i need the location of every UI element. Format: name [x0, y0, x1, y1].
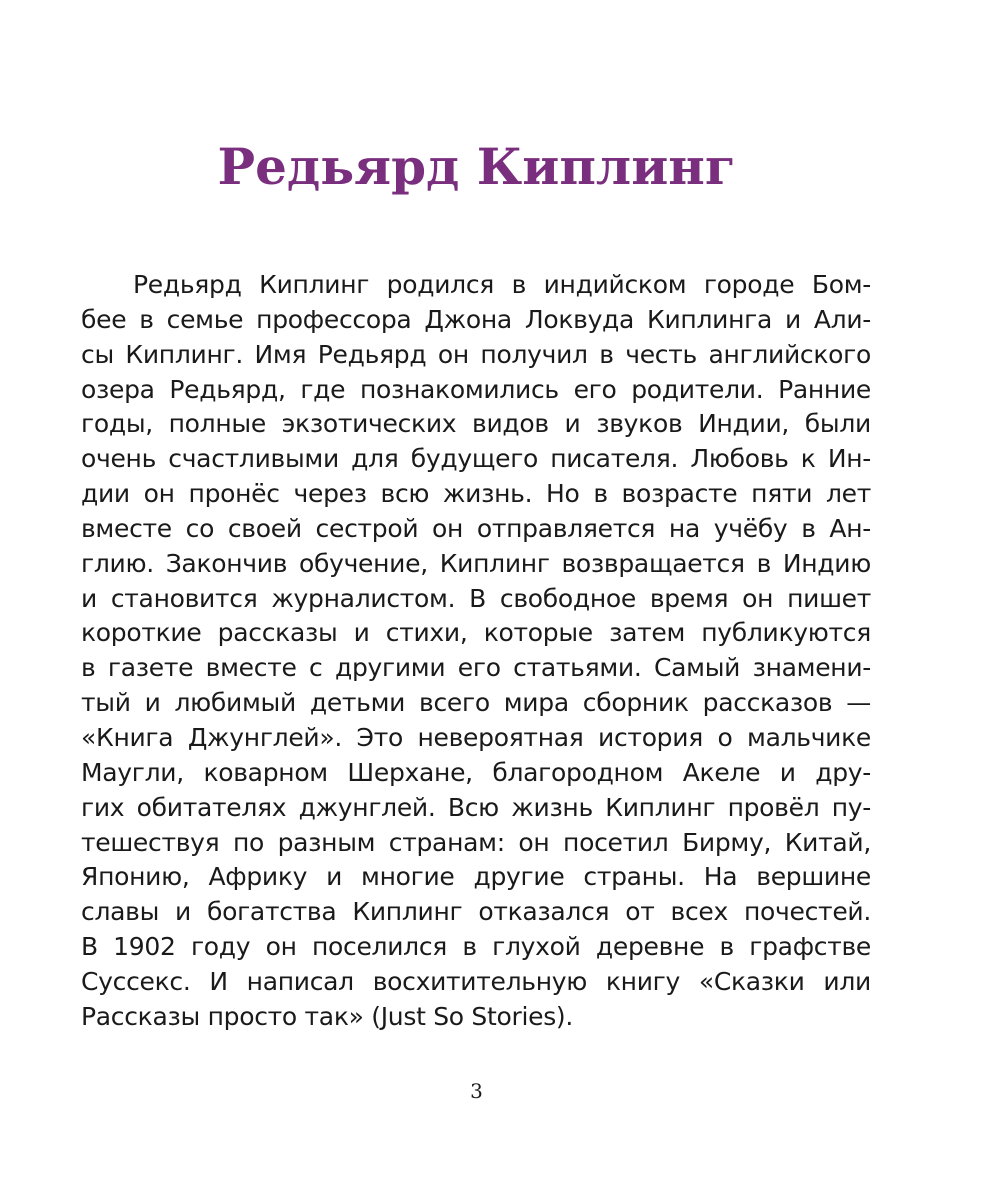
text-line: Редьярд Киплинг родился в индийском городе Бом- [133, 270, 871, 299]
text-line: короткие рассказы и стихи, которые затем публикуются [81, 618, 871, 648]
text-line: славы и богатства Киплинг отказался от всех почестей. [81, 897, 871, 927]
text-line: озера Редьярд, где познакомились его родители. Ранние [81, 374, 871, 404]
text-line: «Книга Джунглей». Это невероятная история о мальчике [81, 722, 871, 752]
text-line: очень счастливыми для будущего писателя. Любовь к Ин- [81, 444, 871, 474]
page-title: Редьярд Киплинг [217, 137, 736, 196]
text-line: Рассказы просто так» (Just So Stories). [81, 1001, 574, 1031]
text-line: дии он пронёс через всю жизнь. Но в возрасте пяти лет [81, 479, 871, 509]
text-line: гих обитателях джунглей. Всю жизнь Киплинг провёл пу- [81, 792, 871, 822]
text-line: Японию, Африку и многие другие страны. На вершине [81, 862, 871, 892]
text-line: годы, полные экзотических видов и звуков Индии, были [81, 409, 871, 439]
text-line: сы Киплинг. Имя Редьярд он получил в честь английского [81, 339, 871, 369]
body-paragraph [81, 268, 871, 1035]
text-line: Маугли, коварном Шерхане, благородном Акеле и дру- [81, 757, 871, 787]
text-line: В 1902 году он поселился в глухой деревне в графстве [81, 932, 871, 962]
text-line: Суссекс. И написал восхитительную книгу «Сказки или [81, 966, 871, 996]
text-line: вместе со своей сестрой он отправляется на учёбу в Ан- [81, 513, 871, 543]
text-line: и становится журналистом. В свободное время он пишет [81, 583, 871, 613]
text-line: бее в семье профессора Джона Локвуда Киплинга и Али- [81, 304, 871, 334]
page-number: 3 [470, 1079, 483, 1103]
text-line: тешествуя по разным странам: он посетил Бирму, Китай, [81, 827, 871, 857]
text-line: глию. Закончив обучение, Киплинг возвращается в Индию [81, 548, 871, 578]
text-line: тый и любимый детьми всего мира сборник рассказов — [81, 688, 871, 718]
text-line: в газете вместе с другими его статьями. Самый знамени- [81, 653, 871, 683]
